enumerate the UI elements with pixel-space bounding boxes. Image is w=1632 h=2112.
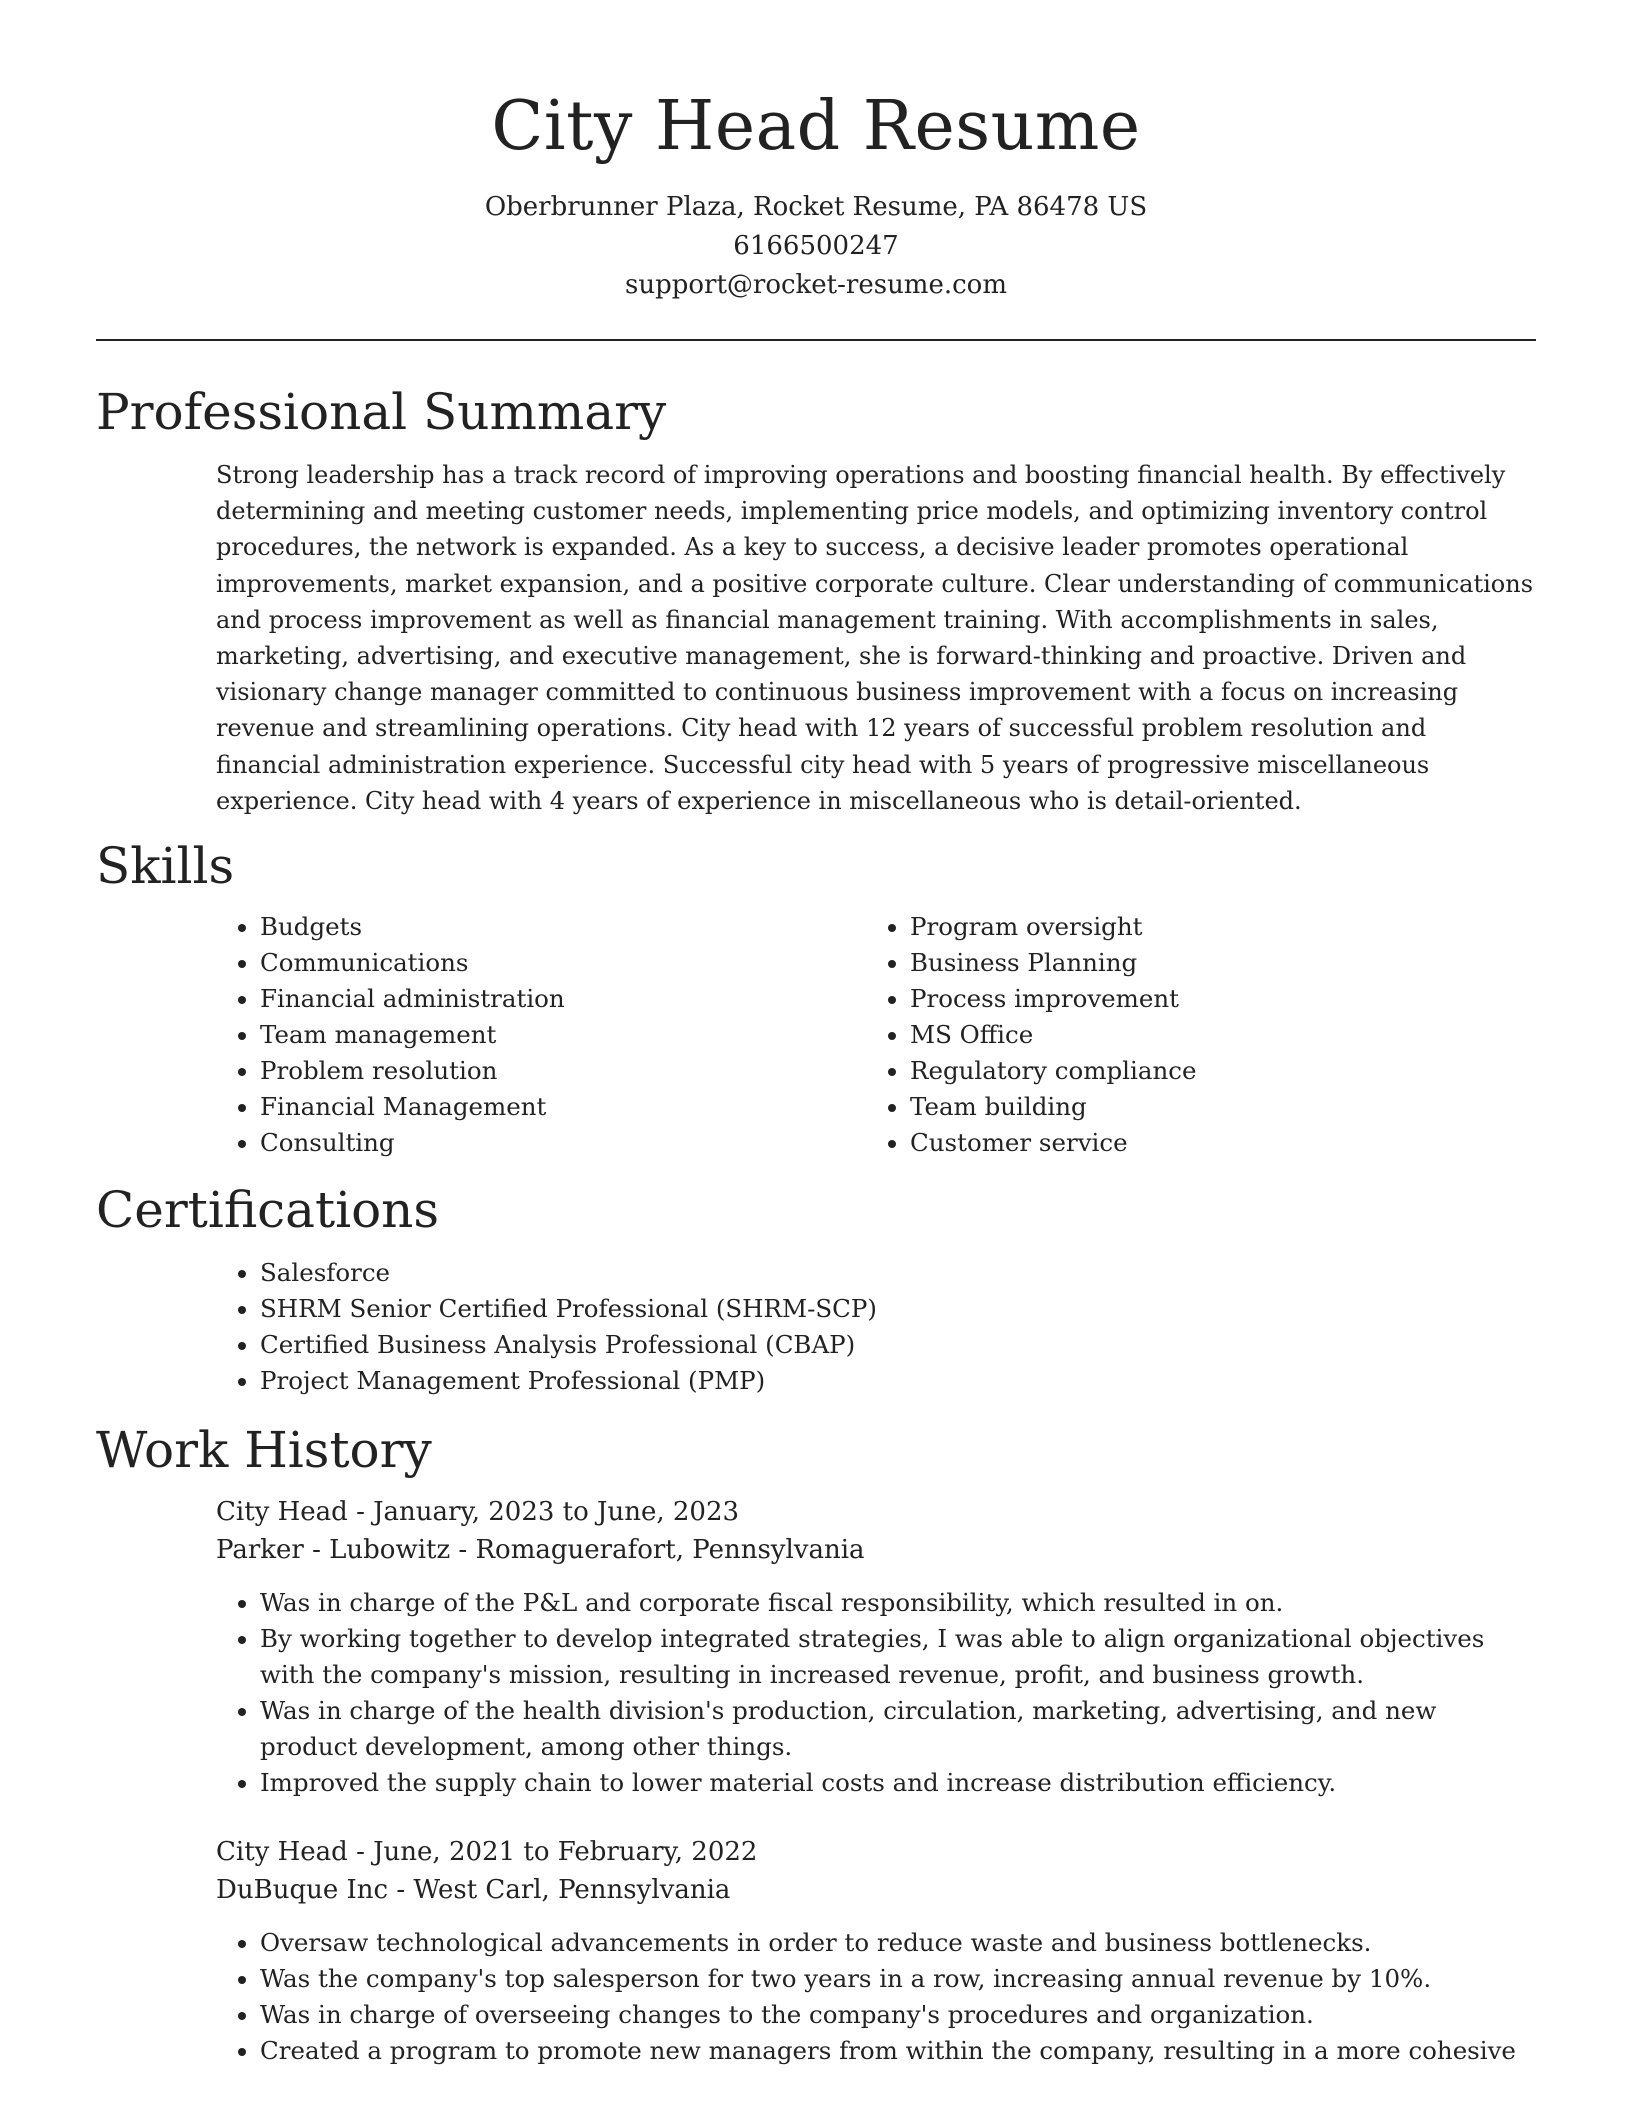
- skills-heading: Skills: [96, 837, 235, 896]
- job-bullet: • Oversaw technological advancements in order to reduce waste and business bottlenecks.: [260, 1925, 1536, 1961]
- contact-block: [96, 188, 1536, 305]
- job-bullet: • Created a program to promote new managers from within the company, resulting in a more cohesive: [260, 2033, 1536, 2069]
- resume-page: [96, 0, 1536, 2069]
- job-company: DuBuque Inc - West Carl, Pennsylvania: [216, 1875, 731, 1906]
- address-line: Oberbrunner Plaza, Rocket Resume, PA 86478 US: [484, 192, 1148, 222]
- certifications-heading: Certifications: [96, 1181, 440, 1240]
- skill-item: • Program oversight: [910, 909, 1516, 945]
- skill-item: • Business Planning: [910, 945, 1516, 981]
- skills-list-left: [216, 909, 866, 1161]
- skill-item: • Communications: [260, 945, 866, 981]
- certifications-list: [216, 1255, 1536, 1399]
- summary-text: Strong leadership has a track record of improving operations and boosting financial health. By effectively determining and meeting customer needs, implementing price models, and optimizing inventory control procedures, the network is expanded. As a key to success, a decisive leader promotes operational improvements, market expansion, and a positive corporate culture. Clear understanding of communications and process improvement as well as financial management training. With accomplishments in sales, marketing, advertising, and executive management, she is forward-thinking and proactive. Driven and visionary change manager committed to continuous business improvement with a focus on increasing revenue and streamlining operations. City head with 12 years of successful problem resolution and financial administration experience. Successful city head with 5 years of progressive miscellaneous experience. City head with 4 years of experience in miscellaneous who is detail-oriented.: [216, 461, 1534, 815]
- certifications-block: [216, 1255, 1536, 1399]
- job-bullet: • Was in charge of the health division's production, circulation, marketing, advertising, and new product development, among other things.: [260, 1693, 1536, 1765]
- skills-list-right: [866, 909, 1516, 1161]
- certification-item: • Salesforce: [260, 1255, 1536, 1291]
- job-company: Parker - Lubowitz - Romaguerafort, Pennsylvania: [216, 1535, 865, 1566]
- skill-item: • Financial Management: [260, 1089, 866, 1125]
- skill-item: • Budgets: [260, 909, 866, 945]
- header-divider: [96, 339, 1536, 341]
- certification-item: • SHRM Senior Certified Professional (SHRM-SCP): [260, 1291, 1536, 1327]
- certification-item: • Project Management Professional (PMP): [260, 1363, 1536, 1399]
- skill-item: • Regulatory compliance: [910, 1053, 1516, 1089]
- certification-item: • Certified Business Analysis Professional (CBAP): [260, 1327, 1536, 1363]
- skill-item: • Team management: [260, 1017, 866, 1053]
- job-bullet: • Improved the supply chain to lower material costs and increase distribution efficiency.: [260, 1765, 1536, 1801]
- skill-item: • Problem resolution: [260, 1053, 866, 1089]
- resume-title: City Head Resume: [491, 87, 1141, 166]
- job-bullet: • Was in charge of overseeing changes to the company's procedures and organization.: [260, 1997, 1536, 2033]
- job-bullets: [216, 1585, 1536, 1801]
- job-entry: [216, 1833, 1536, 2069]
- skill-item: • Customer service: [910, 1125, 1516, 1161]
- skills-column-left: [216, 909, 866, 1161]
- skills-column-right: [866, 909, 1516, 1161]
- skill-item: • MS Office: [910, 1017, 1516, 1053]
- skill-item: • Team building: [910, 1089, 1516, 1125]
- job-bullet: • By working together to develop integrated strategies, I was able to align organizational objectives with the company's mission, resulting in increased revenue, profit, and business growth.: [260, 1621, 1536, 1693]
- skills-columns: [216, 909, 1536, 1161]
- job-entry: [216, 1493, 1536, 1801]
- job-bullets: [216, 1925, 1536, 2069]
- job-bullet: • Was the company's top salesperson for two years in a row, increasing annual revenue by 10%.: [260, 1961, 1536, 1997]
- phone-line: 6166500247: [733, 231, 899, 261]
- skill-item: • Consulting: [260, 1125, 866, 1161]
- job-title: City Head - June, 2021 to February, 2022: [216, 1837, 758, 1868]
- summary-heading: Professional Summary: [96, 383, 667, 441]
- job-title: City Head - January, 2023 to June, 2023: [216, 1497, 740, 1528]
- work-history-heading: Work History: [96, 1421, 432, 1480]
- skill-item: • Financial administration: [260, 981, 866, 1017]
- job-bullet: • Was in charge of the P&L and corporate fiscal responsibility, which resulted in on.: [260, 1585, 1536, 1621]
- email-line: support@rocket-resume.com: [624, 270, 1007, 300]
- skill-item: • Process improvement: [910, 981, 1516, 1017]
